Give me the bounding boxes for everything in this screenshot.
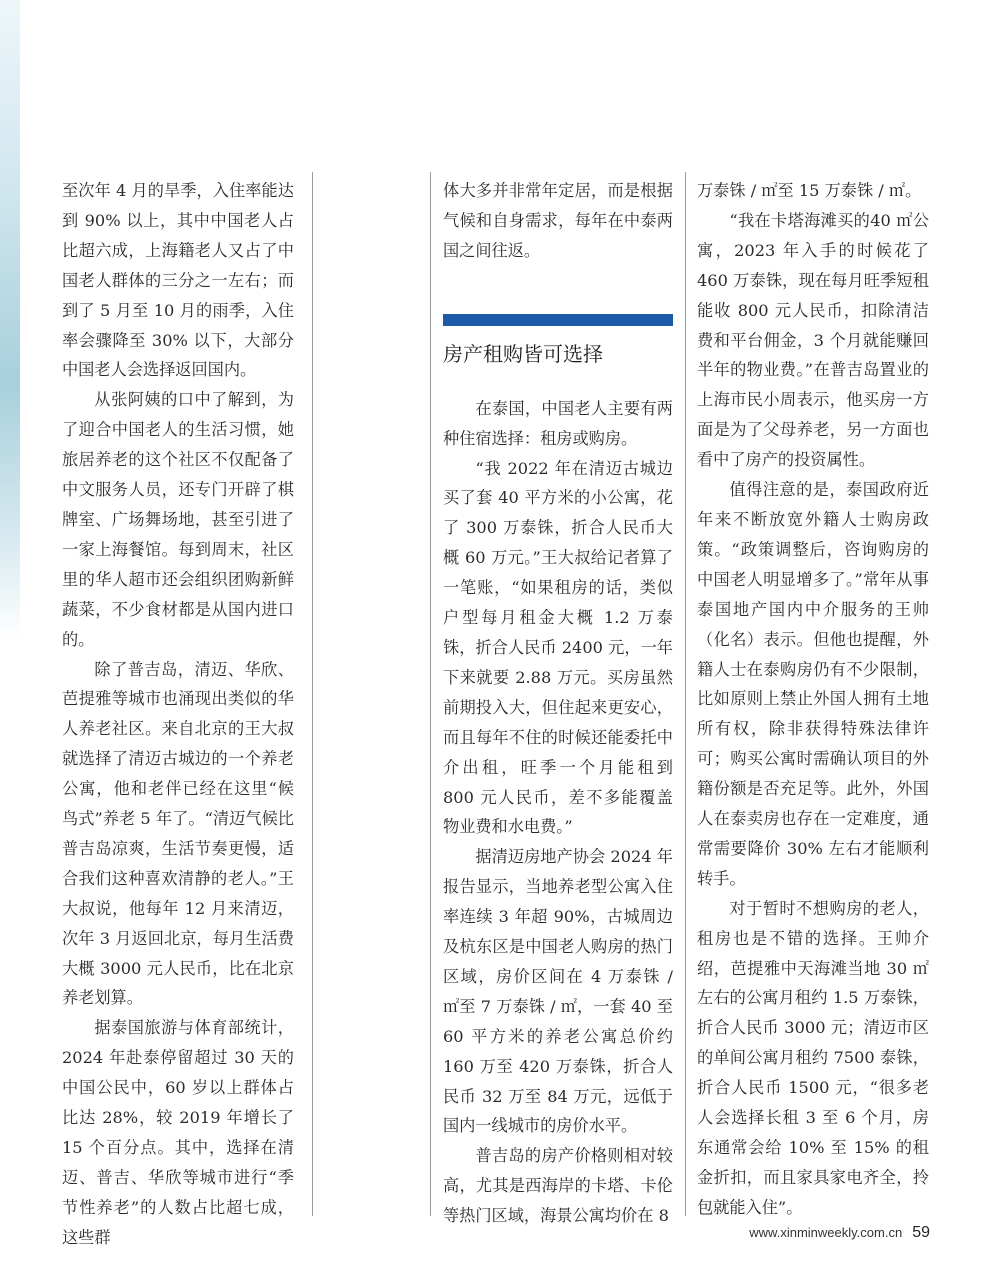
column-divider: [430, 172, 431, 1216]
paragraph: 体大多并非常年定居，而是根据气候和自身需求，每年在中泰两国之间往返。: [443, 181, 673, 260]
paragraph: 值得注意的是，泰国政府近年来不断放宽外籍人士购房政策。“政策调整后，咨询购房的中国老人明显增多了。”常年从事泰国地产国内中介服务的王帅（化名）表示。但他也提醒，外籍人士在泰购房仍有不少限制，比如原则上禁止外国人拥有土地所有权，除非获得特殊法律许可；购买公寓时需确认项目的外籍份额是否充足等。此外，外国人在泰卖房也存在一定难度，通常需要降价 30% 左右才能顺利转手。: [697, 480, 929, 888]
paragraph: 至次年 4 月的旱季，入住率能达到 90% 以上，其中中国老人占比超六成，上海籍老人又占了中国老人群体的三分之一左右；而到了 5 月至 10 月的雨季，入住率会骤降至 30% 以下，大部分中国老人会选择返回国内。: [62, 181, 294, 380]
paragraph: 万泰铢 / ㎡至 15 万泰铢 / ㎡。: [697, 181, 922, 200]
paragraph: 普吉岛的房产价格则相对较高，尤其是西海岸的卡塔、卡伦等热门区域，海景公寓均价在 8: [443, 1146, 673, 1226]
paragraph: 从张阿姨的口中了解到，为了迎合中国老人的生活习惯，她旅居养老的这个社区不仅配备了中文服务人员，还专门开辟了棋牌室、广场舞场地，甚至引进了一家上海餐馆。每到周末，社区里的华人超市还会组织团购新鲜蔬菜，不少食材都是从国内进口的。: [62, 390, 294, 649]
page-footer: [749, 1224, 930, 1242]
section-accent-bar: [443, 314, 673, 326]
article-column-3: [697, 176, 929, 1223]
footer-url[interactable]: www.xinminweekly.com.cn: [749, 1225, 903, 1240]
page-number: 59: [912, 1224, 930, 1241]
sea-photo-edge: [0, 0, 20, 640]
section-heading: 房产租购皆可选择: [443, 341, 603, 366]
column-divider: [312, 172, 313, 1216]
article-column-2: [443, 176, 673, 1231]
paragraph: “我 2022 年在清迈古城边买了套 40 平方米的小公寓，花了 300 万泰铢，折合人民币大概 60 万元。”王大叔给记者算了一笔账，“如果租房的话，类似户型每月租金大概 1.2 万泰铢，折合人民币 2400 元，一年下来就要 2.88 万元。买房虽然前期投入大，但住起来更安心，而且每年不住的时候还能委托中介出租，旺季一个月能租到 800 元人民币，差不多能覆盖物业费和水电费。”: [443, 458, 673, 837]
paragraph: 据泰国旅游与体育部统计，2024 年赴泰停留超过 30 天的中国公民中，60 岁以上群体占比达 28%，较 2019 年增长了 15 个百分点。其中，选择在清迈、普吉、华欣等城市进行“季节性养老”的人数占比超七成，这些群: [62, 1018, 294, 1247]
paragraph: “我在卡塔海滩买的40 ㎡公寓，2023 年入手的时候花了 460 万泰铢，现在每月旺季短租能收 800 元人民币，扣除清洁费和平台佣金，3 个月就能赚回半年的物业费。”在普吉岛置业的上海市民小周表示，他买房一方面是为了父母养老，另一方面也看中了房产的投资属性。: [697, 210, 929, 470]
paragraph: 据清迈房地产协会 2024 年报告显示，当地养老型公寓入住率连续 3 年超 90%，古城周边及杭东区是中国老人购房的热门区域，房价区间在 4 万泰铢 / ㎡至 7 万泰铢 / ㎡，一套 40 至 60 平方米的养老公寓总价约 160 万至 420 万泰铢，折合人民币 32 万至 84 万元，远低于国内一线城市的房价水平。: [443, 847, 673, 1136]
column-divider: [685, 172, 686, 1216]
paragraph: 对于暂时不想购房的老人，租房也是不错的选择。王帅介绍，芭提雅中天海滩当地 30 ㎡左右的公寓月租约 1.5 万泰铢，折合人民币 3000 元；清迈市区的单间公寓月租约 7500 泰铢，折合人民币 1500 元，“很多老人会选择长租 3 至 6 个月，房东通常会给 10% 至 15% 的租金折扣，而且家具家电齐全，拎包就能入住”。: [697, 898, 929, 1217]
article-column-1: [62, 176, 294, 1253]
paragraph: 除了普吉岛，清迈、华欣、芭提雅等城市也涌现出类似的华人养老社区。来自北京的王大叔就选择了清迈古城边的一个养老公寓，他和老伴已经在这里“候鸟式”养老 5 年了。“清迈气候比普吉岛凉爽，生活节奏更慢，适合我们这种喜欢清静的老人。”王大叔说，他每年 12 月来清迈，次年 3 月返回北京，每月生活费大概 3000 元人民币，比在北京养老划算。: [62, 659, 294, 1008]
paragraph: 在泰国，中国老人主要有两种住宿选择：租房或购房。: [443, 398, 673, 448]
